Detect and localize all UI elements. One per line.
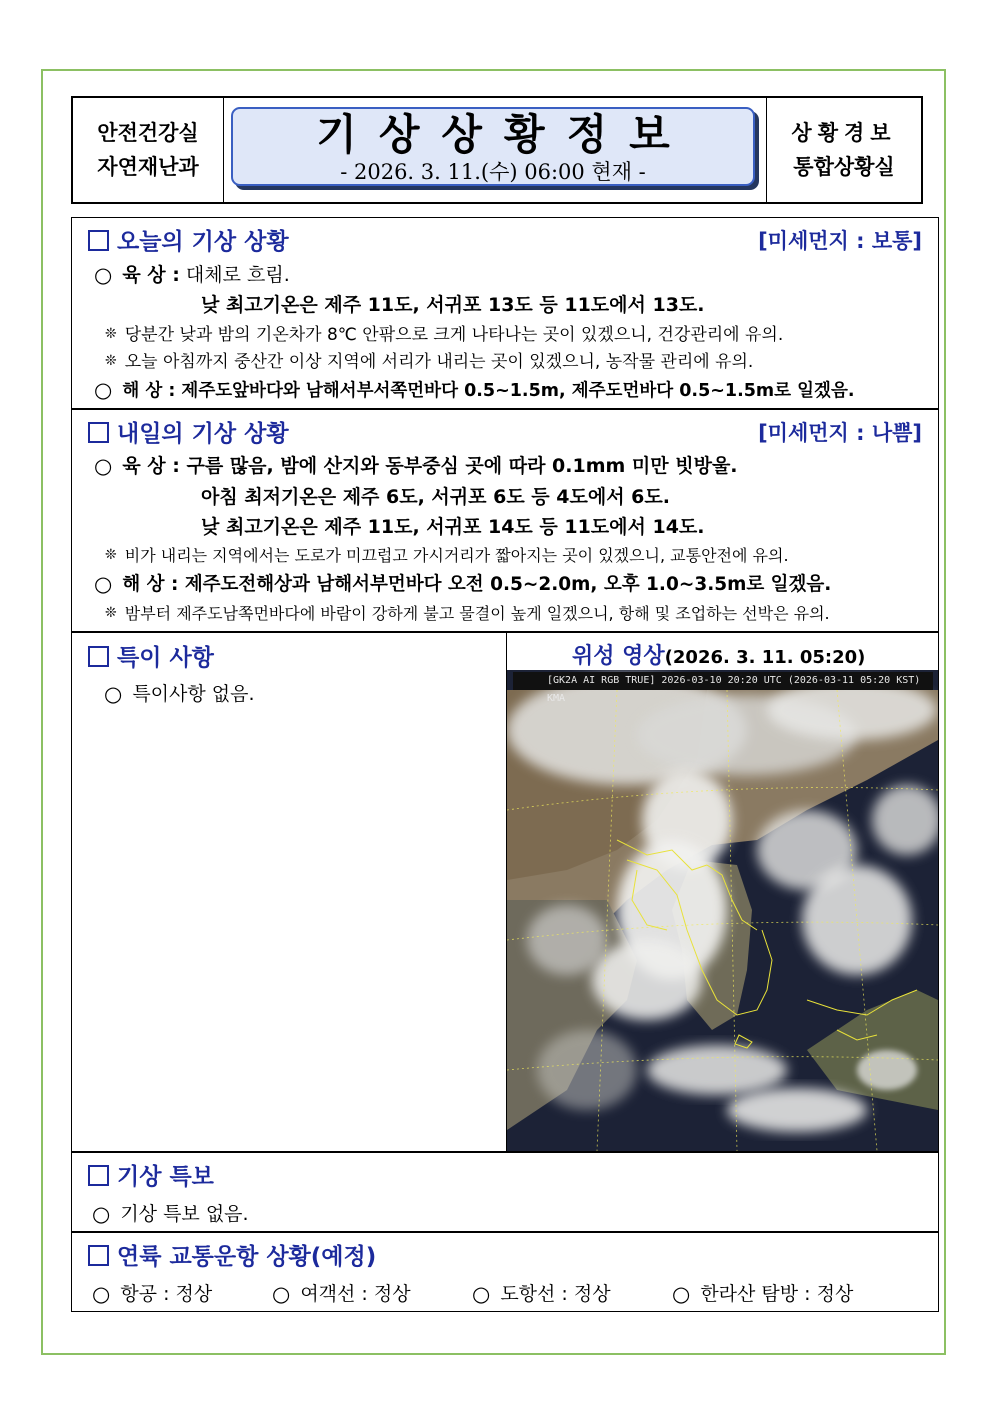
today-dust-status: [미세먼지 : 보통]	[758, 229, 922, 253]
department-block	[73, 98, 224, 202]
today-note-2-text: 오늘 아침까지 중산간 이상 지역에 서리가 내리는 곳이 있겠으니, 농작물 관리에 유의.	[124, 352, 754, 372]
traffic-item-air-text: 항공 : 정상	[120, 1283, 213, 1305]
office-line2: 통합상황실	[793, 155, 895, 179]
warning-section	[71, 1152, 939, 1232]
department-line2: 자연재난과	[97, 155, 199, 179]
tomorrow-heading	[88, 415, 289, 448]
today-note-2	[105, 347, 753, 372]
traffic-section	[71, 1232, 939, 1312]
checkbox-icon	[88, 1245, 109, 1266]
report-datetime: - 2026. 3. 11.(수) 06:00 현재 -	[340, 160, 646, 184]
checkbox-icon	[88, 1165, 109, 1186]
tomorrow-heading-text: 내일의 기상 상황	[117, 421, 289, 447]
satellite-title	[572, 639, 865, 670]
tomorrow-note-1	[105, 543, 789, 566]
today-land-text: 대체로 흐림.	[185, 264, 290, 286]
tomorrow-sea-text: 제주도전해상과 남해서부먼바다 오전 0.5~2.0m, 오후 1.0~3.5m로 일겠음.	[184, 574, 832, 595]
tomorrow-land-label: 육 상 :	[122, 455, 180, 477]
warning-heading	[88, 1158, 214, 1191]
today-sea-text: 제주도앞바다와 남해서부서쪽먼바다 0.5~1.5m, 제주도먼바다 0.5~1.5m로 일겠음.	[181, 381, 855, 401]
circle-bullet-icon: ○	[94, 263, 113, 287]
traffic-item-ferry	[272, 1279, 411, 1306]
circle-bullet-icon: ○	[472, 1282, 491, 1306]
checkbox-icon	[88, 422, 109, 443]
checkbox-icon	[88, 230, 109, 251]
warning-heading-text: 기상 특보	[117, 1164, 214, 1190]
today-section	[71, 217, 939, 409]
warning-item	[92, 1199, 249, 1226]
special-item-text: 특이사항 없음.	[132, 683, 255, 705]
satellite-date: (2026. 3. 11. 05:20)	[664, 647, 866, 668]
today-note-1	[105, 320, 783, 345]
tomorrow-note-2-text: 밤부터 제주도남쪽먼바다에 바람이 강하게 불고 물결이 높게 일겠으니, 항해 및 조업하는 선박은 유의.	[124, 604, 830, 623]
circle-bullet-icon: ○	[92, 1282, 111, 1306]
tomorrow-dust-status: [미세먼지 : 나쁨]	[758, 421, 922, 445]
note-mark-icon: ❊	[105, 605, 117, 621]
satellite-map-graphic	[507, 670, 938, 1151]
circle-bullet-icon: ○	[672, 1282, 691, 1306]
traffic-item-air	[92, 1279, 212, 1306]
office-block	[766, 98, 921, 202]
tomorrow-note-1-text: 비가 내리는 지역에서는 도로가 미끄럽고 가시거리가 짧아지는 곳이 있겠으니, 교통안전에 유의.	[124, 546, 789, 565]
satellite-caption: [GK2A AI RGB TRUE] 2026-03-10 20:20 UTC (2026-03-11 05:20 KST) KMA	[513, 672, 933, 690]
tomorrow-sea	[94, 570, 831, 596]
traffic-heading	[88, 1238, 376, 1271]
special-heading-text: 특이 사항	[117, 645, 214, 671]
office-line1: 상황경보	[791, 121, 897, 145]
traffic-heading-text: 연륙 교통운항 상황(예정)	[117, 1244, 377, 1270]
circle-bullet-icon: ○	[94, 454, 113, 478]
today-land	[94, 260, 290, 287]
circle-bullet-icon: ○	[104, 682, 123, 706]
circle-bullet-icon: ○	[272, 1282, 291, 1306]
satellite-title-text: 위성 영상	[572, 644, 665, 669]
traffic-item-island-ferry-text: 도항선 : 정상	[500, 1283, 611, 1305]
today-land-label: 육 상 :	[122, 264, 180, 286]
page-title: 기상상황정보	[316, 110, 692, 159]
tomorrow-sea-label: 해 상 :	[122, 574, 179, 595]
special-heading	[88, 639, 214, 672]
tomorrow-land-line2: 아침 최저기온은 제주 6도, 서귀포 6도 등 4도에서 6도.	[201, 486, 670, 508]
checkbox-icon	[88, 646, 109, 667]
header	[71, 96, 923, 204]
tomorrow-land-line3: 낮 최고기온은 제주 11도, 서귀포 14도 등 11도에서 14도.	[201, 516, 705, 538]
traffic-item-ferry-text: 여객선 : 정상	[300, 1283, 411, 1305]
today-heading-text: 오늘의 기상 상황	[117, 229, 289, 255]
warning-item-text: 기상 특보 없음.	[120, 1203, 249, 1225]
today-heading	[88, 223, 289, 256]
note-mark-icon: ❊	[105, 353, 117, 369]
special-section	[71, 632, 939, 1152]
today-note-1-text: 당분간 낮과 밤의 기온차가 8℃ 안팎으로 크게 나타나는 곳이 있겠으니, 건강관리에 유의.	[124, 325, 784, 345]
today-sea-label: 해 상 :	[122, 381, 176, 401]
circle-bullet-icon: ○	[92, 1202, 111, 1226]
circle-bullet-icon: ○	[94, 572, 113, 596]
tomorrow-land	[94, 451, 738, 478]
title-box	[231, 107, 755, 186]
satellite-image	[507, 670, 938, 1151]
circle-bullet-icon: ○	[94, 378, 113, 402]
traffic-item-hallasan	[672, 1279, 853, 1306]
department-line1: 안전건강실	[97, 121, 199, 145]
tomorrow-land-text: 구름 많음, 밤에 산지와 동부중심 곳에 따라 0.1mm 미만 빗방울.	[186, 455, 738, 477]
today-land-line2: 낮 최고기온은 제주 11도, 서귀포 13도 등 11도에서 13도.	[201, 294, 705, 316]
note-mark-icon: ❊	[105, 547, 117, 563]
traffic-item-island-ferry	[472, 1279, 611, 1306]
tomorrow-section	[71, 409, 939, 632]
special-item	[104, 679, 255, 706]
today-sea	[94, 377, 855, 402]
note-mark-icon: ❊	[105, 326, 117, 342]
tomorrow-note-2	[105, 601, 830, 624]
traffic-item-hallasan-text: 한라산 탐방 : 정상	[700, 1283, 854, 1305]
